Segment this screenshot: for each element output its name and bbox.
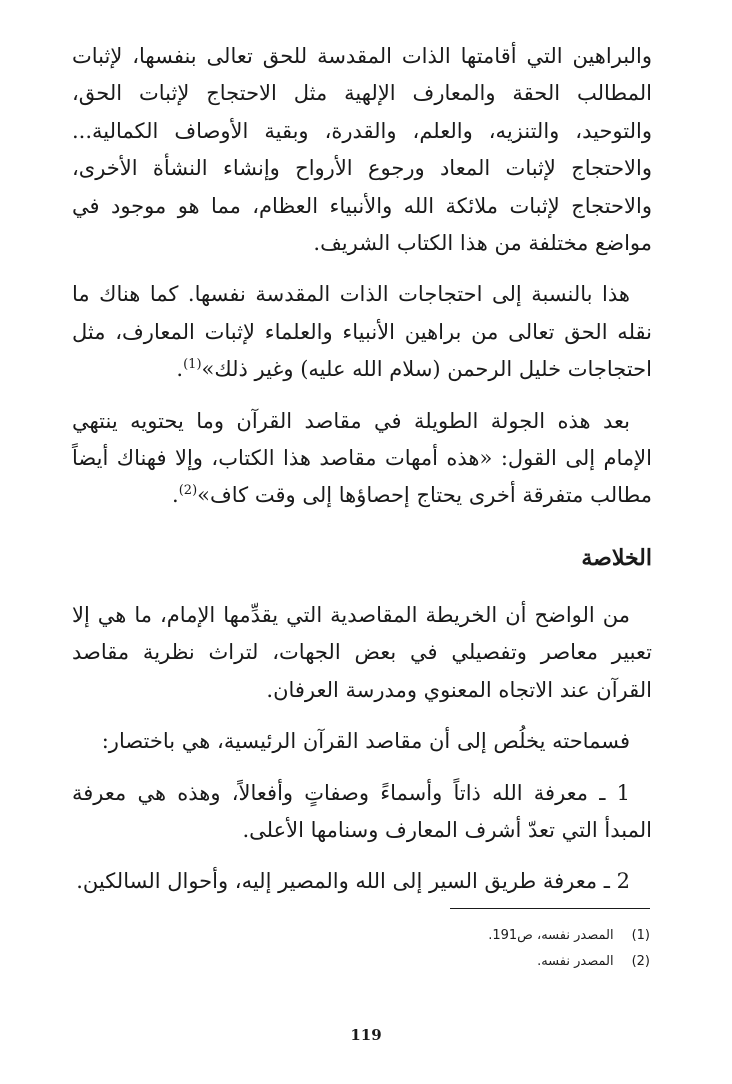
footnote-divider	[450, 908, 650, 909]
footnotes	[450, 908, 650, 975]
paragraph-5: فسماحته يخلُص إلى أن مقاصد القرآن الرئيسية، هي باختصار:	[101, 729, 630, 754]
footnote-2-number: (2)	[631, 954, 650, 969]
paragraph-7: 2 ـ معرفة طريق السير إلى الله والمصير إليه، وأحوال السالكين.	[76, 869, 630, 894]
paragraph-2	[72, 276, 652, 388]
footnote-ref-2[interactable]: (2)	[178, 483, 198, 499]
paragraph-1: والبراهين التي أقامتها الذات المقدسة للحق تعالى بنفسها، لإثبات المطالب الحقة والمعارف الإلهية مثل الاحتجاج لإثبات الحق، والتوحيد، والتنزيه، والعلم، والقدرة، وبقية الأوصاف الكمالية... والاحتجاج لإثبات المعاد ورجوع الأرواح وإنشاء النشأة الأخرى، والاحتجاج لإثبات ملائكة الله والأنبياء العظام، مما هو موجود في مواضع مختلفة من هذا الكتاب الشريف.	[72, 44, 652, 256]
footnote-1-number: (1)	[631, 928, 650, 943]
paragraph-2-text: هذا بالنسبة إلى احتجاجات الذات المقدسة نفسها. كما هناك ما نقله الحق تعالى من براهين الأنبياء والعلماء لإثبات المعارف، مثل احتجاجات خليل الرحمن (سلام الله عليه) وغير ذلك»	[72, 282, 652, 382]
footnote-1-text: المصدر نفسه، ص191.	[488, 928, 614, 943]
footnote-1	[450, 923, 650, 949]
paragraph-2-end: .	[176, 357, 184, 382]
footnote-2	[450, 949, 650, 975]
paragraph-4: من الواضح أن الخريطة المقاصدية التي يقدِّمها الإمام، ما هي إلا تعبير معاصر وتفصيلي في بعض الجهات، لتراث نظرية مقاصد القرآن عند الاتجاه المعنوي ومدرسة العرفان.	[72, 602, 652, 702]
page-number: 119	[350, 1026, 382, 1044]
page-body	[72, 38, 652, 915]
footnote-2-text: المصدر نفسه.	[537, 954, 614, 969]
paragraph-6: 1 ـ معرفة الله ذاتاً وأسماءً وصفاتٍ وأفعالاً، وهذه هي معرفة المبدأ التي تعدّ أشرف المعارف وسنامها الأعلى.	[72, 780, 652, 842]
section-heading: الخلاصة	[581, 544, 652, 571]
paragraph-3	[72, 403, 652, 515]
paragraph-3-text: بعد هذه الجولة الطويلة في مقاصد القرآن وما يحتويه ينتهي الإمام إلى القول: «هذه أمهات مقاصد هذا الكتاب، وإلا فهناك أيضاً مطالب متفرقة أخرى يحتاج إحصاؤها إلى وقت كاف»	[72, 408, 652, 508]
footnote-ref-1[interactable]: (1)	[183, 357, 202, 373]
paragraph-3-end: .	[172, 483, 179, 508]
